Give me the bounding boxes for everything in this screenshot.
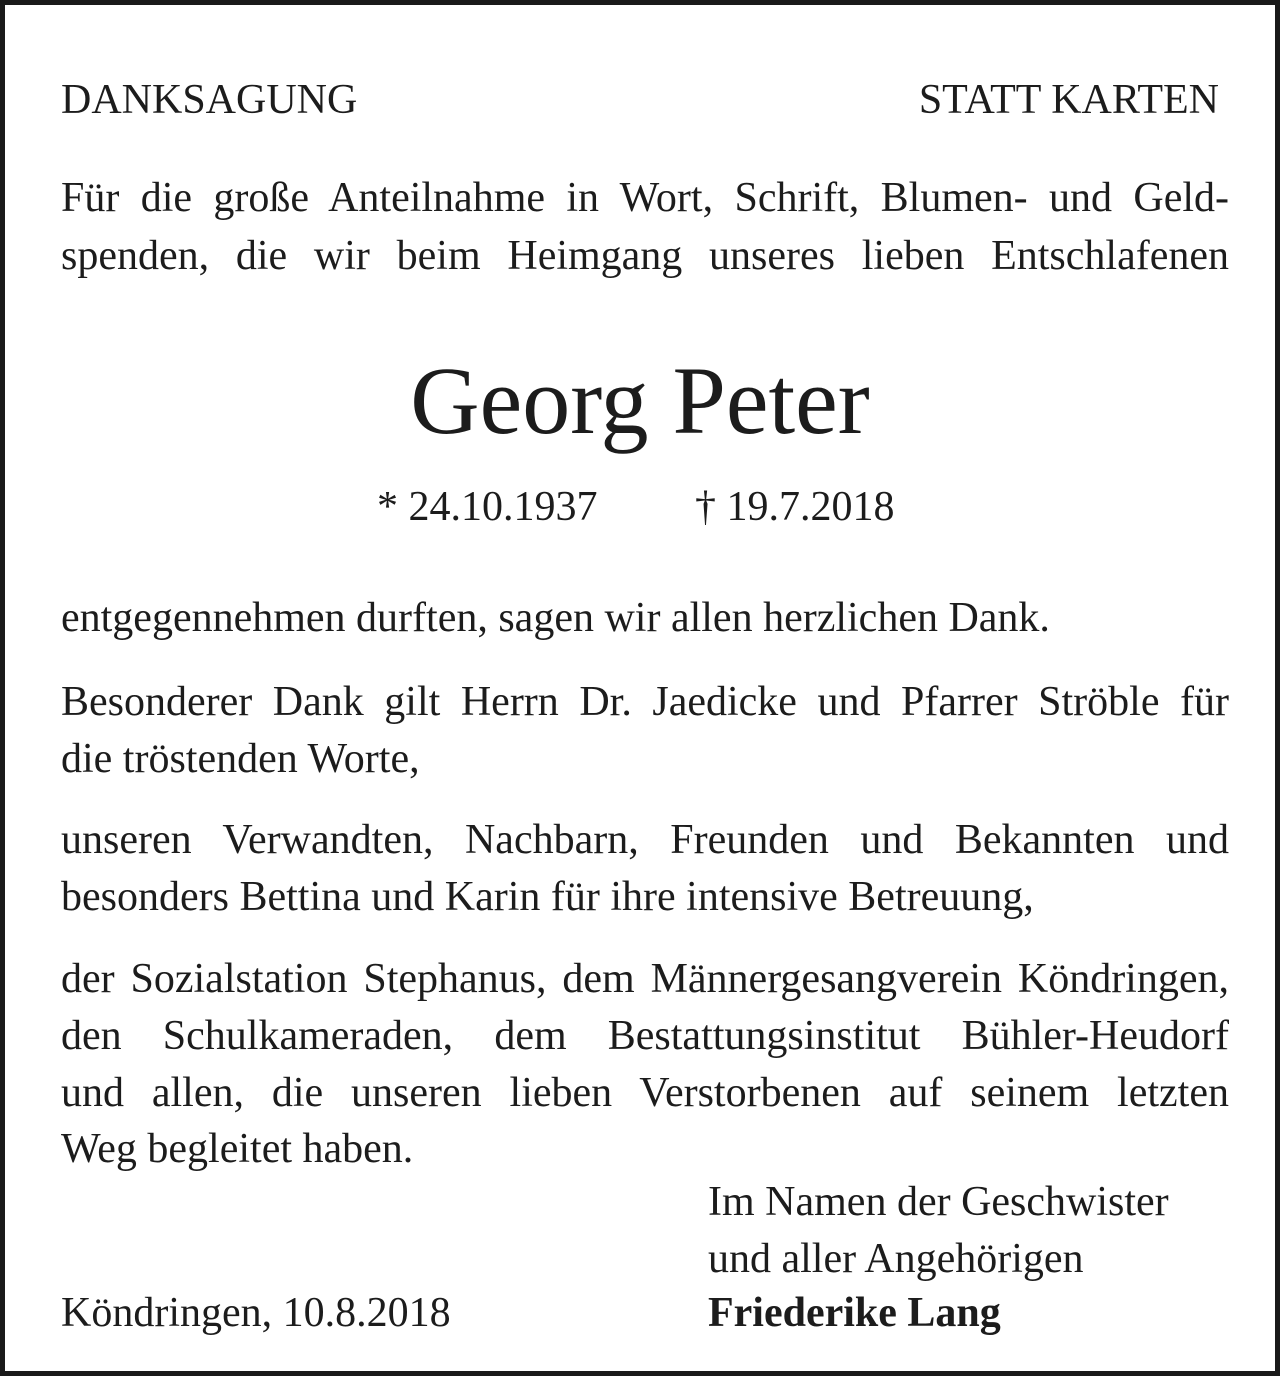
signature-name: Friederike Lang [708,1290,1001,1336]
institutions-line-2: den Schulkameraden, dem Bestattungsinstitut Bühler-Heudorf [61,1013,1229,1059]
thanks-line: entgegennehmen durften, sagen wir allen herzlichen Dank. [61,595,1050,641]
intro-line-2: spenden, die wir beim Heimgang unseres lieben Entschlafenen [61,233,1229,279]
death-date: † 19.7.2018 [695,484,895,530]
place-and-date: Köndringen, 10.8.2018 [61,1290,451,1336]
header-danksagung: DANKSAGUNG [61,77,358,123]
signature-line-2: und aller Angehörigen [708,1236,1084,1282]
birth-date: * 24.10.1937 [377,484,598,530]
relatives-line-1: unseren Verwandten, Nachbarn, Freunden und Bekannten und [61,817,1229,863]
institutions-line-3: und allen, die unseren lieben Verstorbenen auf seinem letzten [61,1070,1229,1116]
institutions-line-4: Weg begleitet haben. [61,1126,414,1172]
intro-line-1: Für die große Anteilnahme in Wort, Schrift, Blumen- und Geld- [61,175,1229,221]
relatives-line-2: besonders Bettina und Karin für ihre intensive Betreuung, [61,874,1034,920]
signature-line-1: Im Namen der Geschwister [708,1179,1169,1225]
header-statt-karten: STATT KARTEN [918,77,1219,123]
special-thanks-line-1: Besonderer Dank gilt Herrn Dr. Jaedicke und Pfarrer Ströble für [61,679,1229,725]
institutions-line-1: der Sozialstation Stephanus, dem Männergesangverein Köndringen, [61,956,1229,1002]
deceased-name: Georg Peter [410,347,870,454]
special-thanks-line-2: die tröstenden Worte, [61,736,420,782]
